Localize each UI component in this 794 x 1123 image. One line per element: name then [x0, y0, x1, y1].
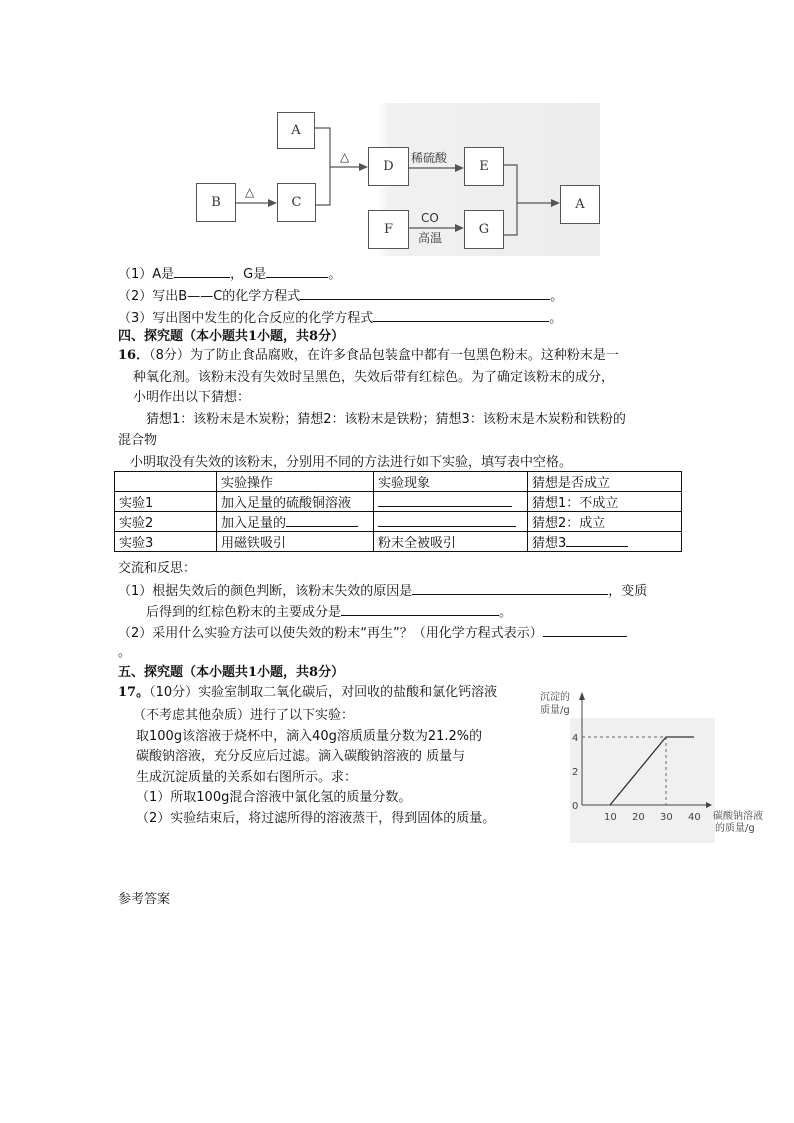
answer-blank-a[interactable]	[174, 264, 230, 278]
q15-p2-text: （2）写出B——C的化学方程式	[118, 289, 301, 304]
table-row	[115, 512, 682, 532]
section-4-heading: 四、探究题（本小题共1小题，共8分）	[118, 329, 345, 344]
box-a-right: A	[560, 185, 600, 224]
header-cell	[115, 472, 217, 492]
x-tick-label: 10	[604, 812, 617, 823]
experiment-operation: 加入足量的硫酸铜溶液	[217, 492, 374, 512]
table-header-row	[115, 472, 682, 492]
y-axis-arrow-icon	[579, 692, 585, 700]
reflection-q2-text: （2）采用什么实验方法可以使失效的粉末“再生”？（用化学方程式表示）	[118, 626, 543, 641]
q16-line-6: 小明取没有失效的该粉末，分别用不同的方法进行如下实验，填写表中空格。	[130, 455, 573, 470]
y-tick-label: 0	[572, 801, 579, 812]
box-a-top: A	[277, 112, 315, 149]
reflection-q1-text-2: ，变质	[608, 584, 648, 599]
q16-hypotheses: 猜想1：该粉末是木炭粉；猜想2：该粉末是铁粉；猜想3：该粉末是木炭粉和铁粉的	[146, 412, 626, 427]
question-number: 16．	[118, 348, 150, 363]
experiment-operation: 用磁铁吸引	[217, 532, 374, 552]
reflection-heading: 交流和反思：	[118, 561, 197, 576]
answer-blank-red-brown-component[interactable]	[341, 602, 499, 616]
experiment-observation	[374, 512, 528, 532]
answer-blank-cause[interactable]	[412, 581, 608, 595]
experiment-result	[528, 532, 682, 552]
q16-line-3: 小明作出以下猜想：	[133, 390, 251, 405]
period: 。	[118, 645, 132, 660]
box-c: C	[277, 183, 316, 222]
y-axis-label-line1: 沉淀的	[540, 692, 570, 703]
header-cell: 猜想是否成立	[528, 472, 682, 492]
box-g: G	[464, 210, 504, 249]
answer-blank-combination-equation[interactable]	[373, 308, 549, 322]
experiment-table	[114, 471, 682, 552]
heat-label-1: △	[340, 150, 350, 164]
reflection-q2	[118, 623, 627, 643]
experiment-observation	[374, 492, 528, 512]
q17-line-1	[118, 684, 497, 702]
q15-p3-text: （3）写出图中发生的化合反应的化学方程式	[118, 311, 374, 326]
section-5-heading: 五、探究题（本小题共1小题，共8分）	[118, 665, 345, 680]
join-line-e-g	[502, 165, 517, 235]
period: 。	[328, 267, 342, 282]
q16-line-1	[118, 347, 619, 365]
experiment-observation: 粉末全被吸引	[374, 532, 528, 552]
high-temperature-label: 高温	[418, 231, 443, 245]
q17-line-5: 生成沉淀质量的关系如右图所示。求：	[136, 770, 358, 785]
q15-part2	[118, 286, 563, 306]
reflection-q1-text-3: 后得到的红棕色粉末的主要成分是	[146, 605, 342, 620]
box-e: E	[464, 147, 504, 186]
q16-line-2: 种氧化剂。该粉末没有失效时呈黑色，失效后带有红棕色。为了确定该粉末的成分，	[133, 370, 615, 385]
answer-blank-observation-1[interactable]	[378, 493, 512, 507]
answer-blank-equation-bc[interactable]	[300, 286, 550, 300]
table-row	[115, 492, 682, 512]
precipitate-mass-chart	[540, 688, 763, 843]
experiment-name: 实验1	[115, 492, 217, 512]
experiment-result: 猜想1：不成立	[528, 492, 682, 512]
operation-text: 加入足量的	[221, 516, 287, 531]
box-f: F	[368, 210, 409, 249]
reflection-q1-text: （1）根据失效后的颜色判断，该粉末失效的原因是	[118, 584, 413, 599]
q17-part-2: （2）实验结束后，将过滤所得的溶液蒸干，得到固体的质量。	[136, 811, 496, 826]
y-tick-label: 4	[572, 733, 579, 744]
answer-blank-regeneration-equation[interactable]	[543, 623, 627, 637]
q15-p1-text: （1）A是	[118, 267, 175, 282]
heat-label-2: △	[245, 185, 255, 199]
experiment-name: 实验2	[115, 512, 217, 532]
q17-line-3: 取100g该溶液于烧杯中，滴入40g溶质质量分数为21.2%的	[136, 729, 483, 744]
y-axis-label-line2: 质量/g	[540, 705, 570, 716]
q17-text: （10分）实验室制取二氧化碳后，对回收的盐酸和氯化钙溶液	[149, 685, 498, 700]
answer-blank-reagent[interactable]	[286, 513, 358, 527]
q16-line-5: 混合物	[118, 433, 158, 448]
q17-line-4: 碳酸钠溶液，充分反应后过滤。滴入碳酸钠溶液的 质量与	[136, 749, 466, 764]
reflection-q1	[118, 581, 647, 601]
q15-part3	[118, 308, 562, 328]
experiment-result: 猜想2：成立	[528, 512, 682, 532]
reference-answers-heading: 参考答案	[118, 892, 171, 907]
period: 。	[549, 311, 563, 326]
q17-line-2: （不考虑其他杂质）进行了以下实验：	[133, 708, 355, 723]
question-number: 17。	[118, 685, 150, 700]
box-d: D	[368, 147, 409, 186]
x-axis-label-line1: 碳酸钠溶液	[713, 811, 763, 822]
y-tick-label: 2	[572, 767, 579, 778]
x-tick-label: 20	[632, 812, 645, 823]
result-text: 猜想3	[532, 536, 567, 551]
answer-blank-observation-2[interactable]	[378, 513, 516, 527]
x-tick-label: 30	[660, 812, 673, 823]
x-tick-label: 40	[688, 812, 701, 823]
q16-text: （8分）为了防止食品腐败，在许多食品包装盒中都有一包黑色粉末。这种粉末是一	[149, 348, 619, 363]
dilute-sulfuric-acid-label: 稀硫酸	[411, 151, 448, 165]
answer-blank-hypothesis-3[interactable]	[566, 533, 628, 547]
q15-part1	[118, 264, 341, 284]
period: 。	[550, 289, 564, 304]
x-axis-label-line2: 的质量/g	[715, 823, 755, 834]
reflection-q1-cont	[146, 602, 512, 622]
q17-part-1: （1）所取100g混合溶液中氯化氢的质量分数。	[136, 790, 412, 805]
answer-blank-g[interactable]	[266, 264, 328, 278]
experiment-name: 实验3	[115, 532, 217, 552]
q15-p1-text-g: ，G是	[230, 267, 267, 282]
header-cell: 实验现象	[374, 472, 528, 492]
co-label: CO	[421, 211, 439, 225]
table-row	[115, 532, 682, 552]
box-b: B	[196, 183, 236, 222]
header-cell: 实验操作	[217, 472, 374, 492]
experiment-operation	[217, 512, 374, 532]
period: 。	[499, 605, 513, 620]
